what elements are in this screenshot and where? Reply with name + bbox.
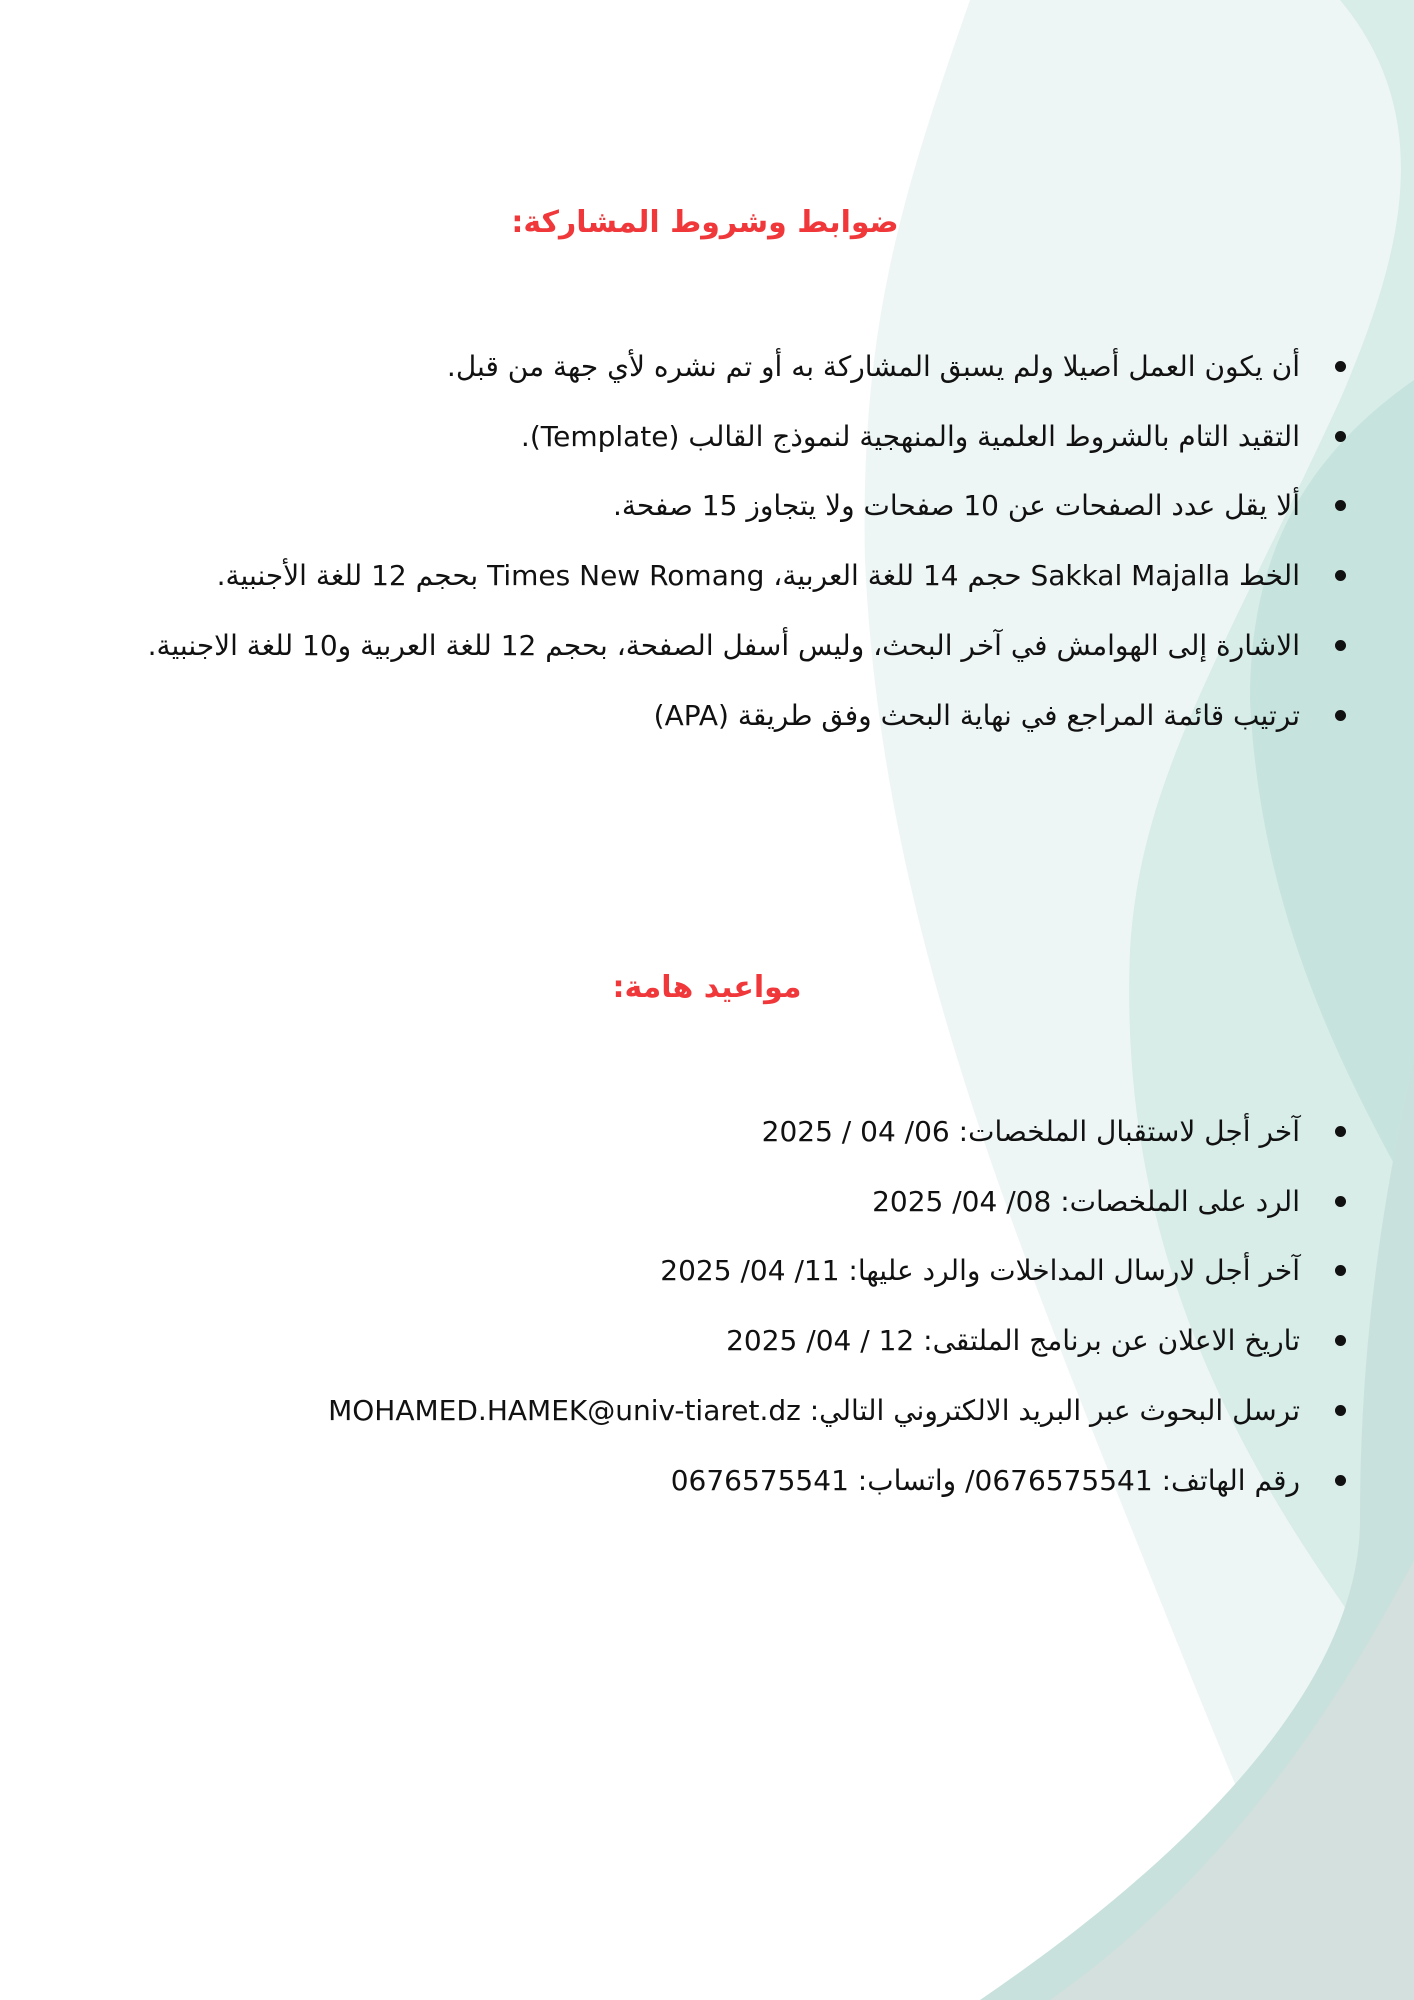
email-item: ترسل البحوث عبر البريد الالكتروني التالي: MOHAMED.HAMEK@univ-tiaret.dz [54,1376,1300,1446]
conditions-list [54,332,1300,750]
list-item: ترتيب قائمة المراجع في نهاية البحث وفق طريقة (APA) [54,681,1300,751]
list-item: آخر أجل لاستقبال الملخصات: 06/ 04 / 2025 [54,1097,1300,1167]
list-item: الاشارة إلى الهوامش في آخر البحث، وليس أسفل الصفحة، بحجم 12 للغة العربية و10 للغة الاجنبية. [54,611,1300,681]
section-title-dates: مواعيد هامة: [612,970,802,1005]
list-item: تاريخ الاعلان عن برنامج الملتقى: 12 / 04/ 2025 [54,1306,1300,1376]
phone-item: رقم الهاتف: 0676575541/ واتساب: 0676575541 [54,1446,1300,1516]
list-item: الخط Sakkal Majalla حجم 14 للغة العربية، Times New Romang بحجم 12 للغة الأجنبية. [54,541,1300,611]
list-item: الرد على الملخصات: 08/ 04/ 2025 [54,1167,1300,1237]
list-item: أن يكون العمل أصيلا ولم يسبق المشاركة به أو تم نشره لأي جهة من قبل. [54,332,1300,402]
list-item: التقيد التام بالشروط العلمية والمنهجية لنموذج القالب (Template). [54,402,1300,472]
section-title-conditions: ضوابط وشروط المشاركة: [511,205,899,240]
list-item: ألا يقل عدد الصفحات عن 10 صفحات ولا يتجاوز 15 صفحة. [54,471,1300,541]
important-dates-list [54,1097,1300,1515]
list-item: آخر أجل لارسال المداخلات والرد عليها: 11/ 04/ 2025 [54,1236,1300,1306]
